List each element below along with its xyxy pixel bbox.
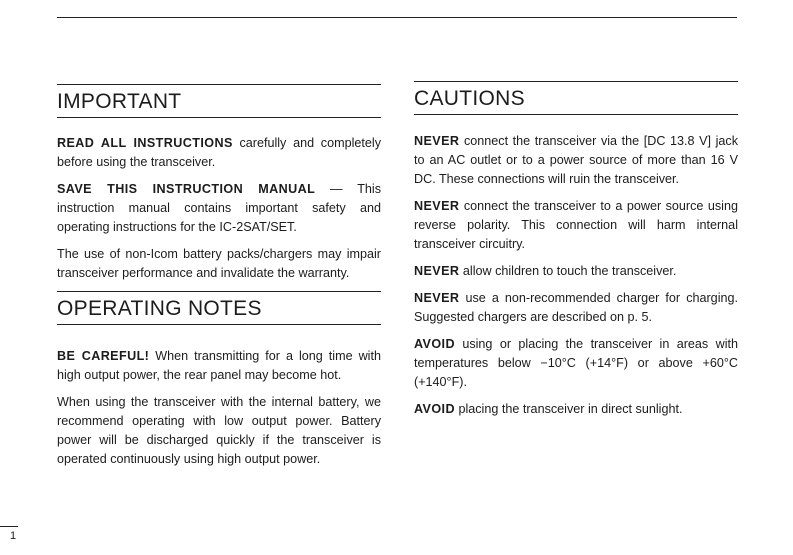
- page-number-rule: [0, 526, 18, 527]
- caution-lead: NEVER: [414, 199, 460, 213]
- operating-notes-heading: OPERATING NOTES: [57, 291, 381, 325]
- caution-lead: AVOID: [414, 337, 455, 351]
- read-instructions-text: carefully and completely before using the transceiver.: [57, 136, 381, 169]
- caution-text: allow children to touch the transceiver.: [459, 264, 677, 278]
- save-manual-text: — This instruction manual contains important safety and operating instructions for the IC-2SAT/SET.: [57, 182, 381, 234]
- caution-text: using or placing the transceiver in areas with temperatures below −10°C (+14°F) or above +60°C (+140°F).: [414, 337, 738, 389]
- caution-item: [414, 335, 738, 392]
- top-rule: [57, 17, 737, 18]
- caution-lead: NEVER: [414, 291, 460, 305]
- caution-text: placing the transceiver in direct sunlight.: [454, 402, 683, 416]
- left-column: [57, 84, 381, 469]
- non-icom-paragraph: The use of non-Icom battery packs/chargers may impair transceiver performance and invalidate the warranty.: [57, 247, 381, 280]
- right-column: [414, 84, 738, 427]
- caution-item: [414, 289, 738, 327]
- save-manual-paragraph: [57, 180, 381, 237]
- caution-item: [414, 262, 738, 281]
- caution-text: use a non-recommended charger for charging. Suggested chargers are described on p. 5.: [414, 291, 738, 324]
- caution-item: [414, 197, 738, 254]
- important-heading: IMPORTANT: [57, 84, 381, 118]
- page-number: 1: [10, 530, 17, 542]
- battery-paragraph: When using the transceiver with the internal battery, we recommend operating with low output power. Battery power will be discharged quickly if the transceiver is operated continuously using high output power.: [57, 395, 381, 466]
- be-careful-lead: BE CAREFUL!: [57, 349, 150, 363]
- be-careful-paragraph: [57, 347, 381, 385]
- be-careful-text: When transmitting for a long time with high output power, the rear panel may become hot.: [57, 349, 381, 382]
- caution-lead: AVOID: [414, 402, 455, 416]
- caution-text: connect the transceiver via the [DC 13.8 V] jack to an AC outlet or to a power source of more than 16 V DC. These connections will ruin the transceiver.: [414, 134, 738, 186]
- cautions-heading: CAUTIONS: [414, 81, 738, 115]
- caution-text: connect the transceiver to a power source using reverse polarity. This connection will harm internal transceiver circuitry.: [414, 199, 738, 251]
- caution-item: [414, 132, 738, 189]
- caution-lead: NEVER: [414, 264, 460, 278]
- read-instructions-paragraph: [57, 134, 381, 172]
- caution-lead: NEVER: [414, 134, 460, 148]
- read-instructions-lead: READ ALL INSTRUCTIONS: [57, 136, 233, 150]
- save-manual-lead: SAVE THIS INSTRUCTION MANUAL: [57, 182, 316, 196]
- caution-item: [414, 400, 738, 419]
